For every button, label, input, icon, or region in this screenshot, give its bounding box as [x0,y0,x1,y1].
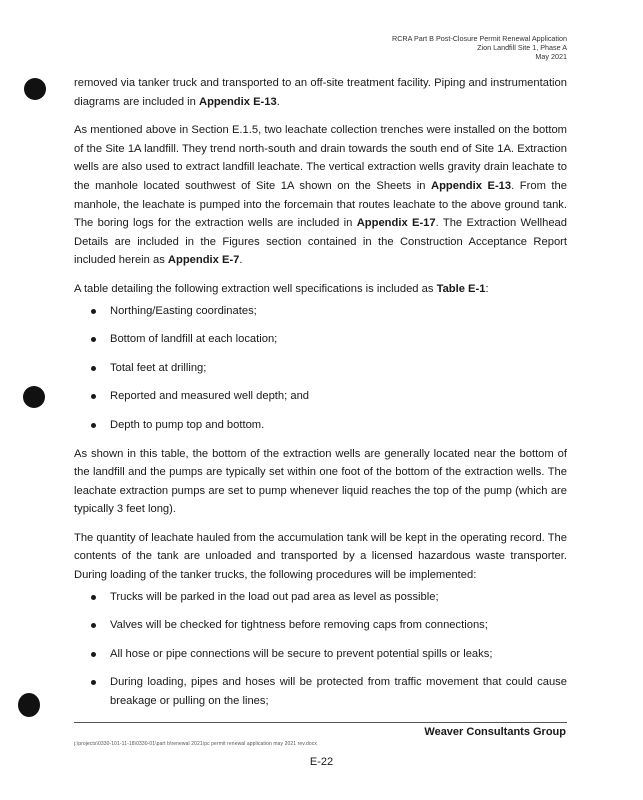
paragraph-table-intro [74,280,567,299]
header-date: May 2021 [535,52,567,62]
bullet-icon [91,680,96,685]
body-text [74,74,567,721]
list-item [74,673,567,710]
list-item-text: Depth to pump top and bottom. [110,418,265,431]
appendix-reference: Appendix E-17 [356,217,436,230]
punch-hole [24,78,46,100]
file-path: j:\projects\0330-101-11-18\0330-01\part b\renewal 2021\pc permit renewal application may 2021 rev.docx [74,741,317,747]
text-run: . [239,254,243,267]
list-item [74,645,567,664]
header-site: Zion Landfill Site 1, Phase A [477,43,567,53]
punch-hole [18,693,40,717]
page-number: E-22 [309,756,334,768]
running-header [392,34,567,62]
list-item [74,359,567,378]
footer-divider [74,722,567,723]
list-item [74,387,567,406]
punch-hole [23,386,45,408]
paragraph-well-depths: As shown in this table, the bottom of the extraction wells are generally located near the bottom of the landfill and the pumps are typically set within one foot of the bottom of the extraction wells. The leachate extraction pumps are set to pump whenever liquid reaches the top of the pump (which are typically 3 feet long). [74,447,567,516]
table-reference: Table E-1 [436,282,486,295]
list-item [74,588,567,607]
list-item-text: All hose or pipe connections will be secure to prevent potential spills or leaks; [110,647,493,660]
paragraph-hauling: The quantity of leachate hauled from the accumulation tank will be kept in the operating record. The contents of the tank are unloaded and transported by a licensed hazardous waste transporter. During loading of the tanker trucks, the following procedures will be implemented: [74,531,567,582]
list-item-text: During loading, pipes and hoses will be protected from traffic movement that could cause breakage or pulling on the lines; [110,676,567,708]
appendix-reference: Appendix E-13 [199,95,277,108]
text-run: As mentioned above in Section E.1.5, two leachate collection trenches were installed on the bottom of the Site 1A landfill. They trend north-south and drain towards the south end of Site 1A. Extraction wells are also used to extract landfill leachate. The vertical extraction wells gravity drain leachate to the manhole located southwest of Site 1A shown on the Sheets in [74,124,567,192]
list-item-text: Northing/Easting coordinates; [110,304,257,317]
list-item-text: Reported and measured well depth; and [110,390,310,403]
bullet-icon [91,595,96,600]
bullet-icon [91,309,96,314]
bullet-icon [91,423,96,428]
appendix-reference: Appendix E-7 [167,254,240,267]
text-run: removed via tanker truck and transported to an off-site treatment facility. Piping and instrumentation diagrams are included in [74,77,567,108]
bullet-icon [91,652,96,657]
appendix-reference: Appendix E-13 [430,179,512,192]
text-run: : [485,282,489,295]
list-item [74,330,567,349]
list-item-text: Total feet at drilling; [110,361,207,374]
text-run: . From the manhole, the leachate is pumped into the forcemain that routes leachate to the above ground tank. The boring logs for the extraction wells are included in [74,179,567,230]
text-run: A table detailing the following extraction well specifications is included as [74,282,437,295]
text-run: . The Extraction Wellhead Details are included in the Figures section contained in the Construction Acceptance Report included herein as [74,217,567,267]
list-item [74,302,567,321]
well-specifications-list [74,302,567,435]
list-item-text: Trucks will be parked in the load out pad area as level as possible; [110,590,439,603]
list-item [74,416,567,435]
bullet-icon [91,394,96,399]
bullet-icon [91,366,96,371]
bullet-icon [91,337,96,342]
list-item [74,616,567,635]
text-run: . [276,95,280,108]
list-item-text: Bottom of landfill at each location; [110,333,278,346]
paragraph-continued [74,74,567,111]
company-name: Weaver Consultants Group [424,726,566,738]
list-item-text: Valves will be checked for tightness before removing caps from connections; [110,619,488,632]
paragraph-leachate-trenches [74,121,567,270]
loading-procedures-list [74,588,567,711]
bullet-icon [91,623,96,628]
header-title: RCRA Part B Post-Closure Permit Renewal Application [392,34,567,43]
